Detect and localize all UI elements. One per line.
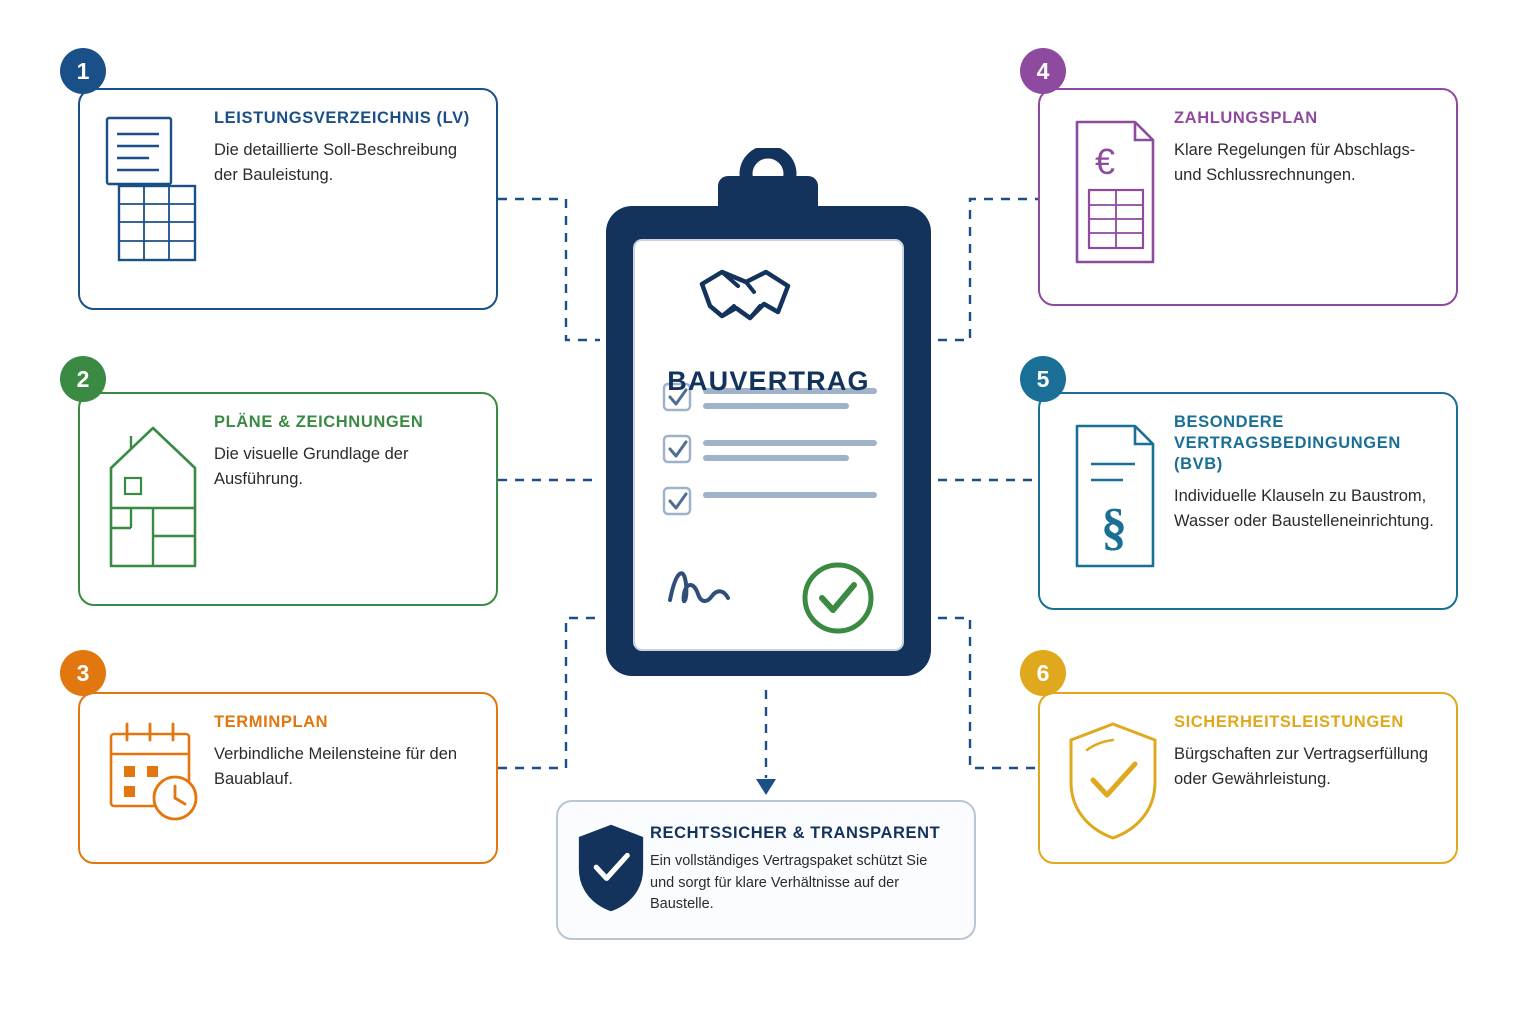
center-clipboard — [596, 148, 941, 683]
card-text — [1168, 108, 1436, 188]
card-text — [208, 712, 476, 792]
card-description: Bürgschaften zur Vertragserfüllung oder Gewährleistung. — [1174, 745, 1429, 789]
summary-text — [650, 824, 954, 916]
card-description: Individuelle Klauseln zu Baustrom, Wasser oder Baustelleneinrichtung. — [1174, 487, 1434, 531]
card-title: PLÄNE & ZEICHNUNGEN — [214, 413, 424, 431]
card-badge-3 — [60, 650, 106, 696]
card-badge-1 — [60, 48, 106, 94]
shield-check-icon — [1058, 712, 1168, 846]
svg-text:€: € — [1095, 141, 1116, 182]
euro-invoice-icon — [1058, 108, 1168, 272]
card-description: Die visuelle Grundlage der Ausführung. — [214, 445, 409, 489]
card-title: TERMINPLAN — [214, 713, 329, 731]
card-badge-label: 3 — [76, 659, 90, 686]
card-text — [1168, 712, 1436, 792]
card-badge-label: 4 — [1036, 57, 1050, 84]
card-badge-label: 1 — [76, 57, 90, 84]
card-besondere-vertragsbedingungen[interactable] — [1038, 392, 1458, 610]
card-leistungsverzeichnis[interactable] — [78, 88, 498, 310]
arrow-head-icon — [756, 779, 776, 795]
card-badge-2 — [60, 356, 106, 402]
card-title: ZAHLUNGSPLAN — [1174, 109, 1318, 127]
card-text — [208, 412, 476, 492]
check-circle-icon — [805, 565, 871, 631]
clipboard-graphic — [596, 148, 941, 683]
shield-check-icon — [572, 820, 650, 921]
card-sicherheitsleistungen[interactable] — [1038, 692, 1458, 864]
summary-card[interactable] — [556, 800, 976, 940]
card-text — [208, 108, 476, 188]
card-terminplan[interactable] — [78, 692, 498, 864]
card-badge-label: 6 — [1036, 659, 1050, 686]
card-title: LEISTUNGSVERZEICHNIS (LV) — [214, 109, 470, 127]
summary-title: RECHTSSICHER & TRANSPARENT — [650, 823, 941, 842]
calendar-clock-icon — [98, 712, 208, 836]
card-badge-4 — [1020, 48, 1066, 94]
card-badge-label: 5 — [1036, 365, 1050, 392]
card-text — [1168, 412, 1436, 534]
card-title: SICHERHEITSLEISTUNGEN — [1174, 713, 1404, 731]
card-title: BESONDERE VERTRAGSBEDINGUNGEN (BVB) — [1174, 413, 1401, 474]
card-badge-5 — [1020, 356, 1066, 402]
card-description: Verbindliche Meilensteine für den Bauablauf. — [214, 745, 458, 789]
card-zahlungsplan[interactable] — [1038, 88, 1458, 306]
card-badge-label: 2 — [76, 365, 90, 392]
card-badge-6 — [1020, 650, 1066, 696]
card-description: Klare Regelungen für Abschlags- und Schlussrechnungen. — [1174, 141, 1416, 185]
card-plaene-zeichnungen[interactable] — [78, 392, 498, 606]
clipboard-title: BAUVERTRAG — [667, 366, 870, 396]
card-description: Die detaillierte Soll-Beschreibung der Bauleistung. — [214, 141, 458, 185]
floorplan-house-icon — [98, 412, 208, 576]
paragraph-document-icon — [1058, 412, 1168, 576]
svg-text:§: § — [1101, 499, 1127, 556]
summary-description: Ein vollständiges Vertragspaket schützt Sie und sorgt für klare Verhältnisse auf der Baustelle. — [650, 852, 928, 913]
document-table-icon — [98, 108, 208, 272]
